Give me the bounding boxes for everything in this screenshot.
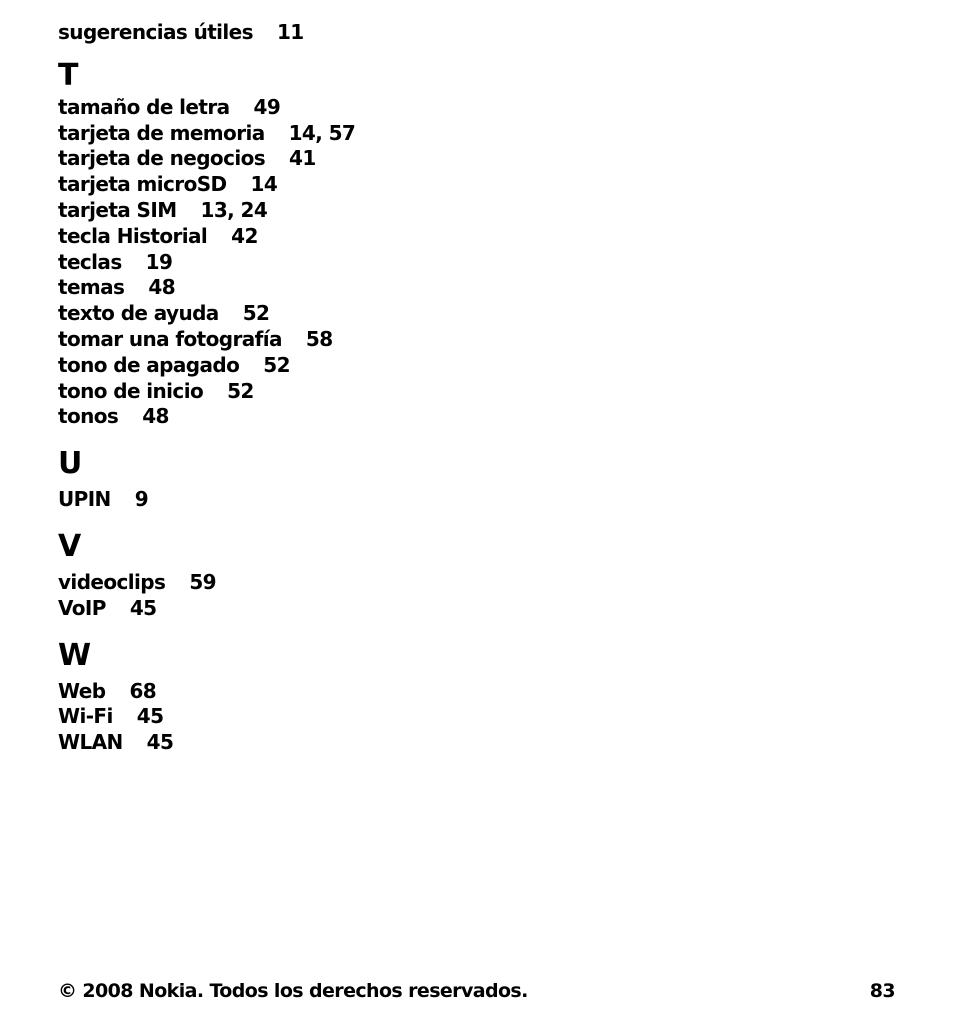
- index-pages: 52: [227, 378, 254, 403]
- index-pages: 19: [145, 249, 173, 274]
- index-section-w: [58, 639, 898, 756]
- index-entry: [58, 20, 898, 46]
- index-entry: [58, 730, 898, 756]
- copyright-notice: © 2008 Nokia. Todos los derechos reservados.: [58, 980, 528, 1002]
- index-entry: [58, 353, 898, 379]
- index-term: texto de ayuda: [58, 301, 219, 326]
- index-pages: 9: [134, 487, 149, 512]
- page-number: 83: [869, 980, 895, 1002]
- index-term: teclas: [58, 249, 122, 274]
- index-pages: 14, 57: [288, 120, 356, 145]
- index-term: tono de apagado: [58, 352, 240, 377]
- index-entry: [58, 570, 898, 596]
- index-entry: [58, 172, 898, 198]
- index-pages: 45: [136, 704, 164, 729]
- index-pages: 49: [253, 94, 281, 119]
- section-letter-heading: T: [58, 57, 79, 93]
- index-entry: [58, 95, 898, 121]
- index-term: tamaño de letra: [58, 94, 230, 119]
- index-term: tomar una fotografía: [58, 326, 282, 351]
- index-pages: 14: [250, 172, 278, 197]
- index-term: tarjeta de negocios: [58, 146, 266, 171]
- index-term: tarjeta SIM: [58, 197, 177, 222]
- index-pages: 45: [146, 730, 174, 755]
- index-entry: [58, 327, 898, 353]
- index-pages: 52: [263, 352, 290, 377]
- index-term: sugerencias útiles: [58, 20, 253, 44]
- index-entry: [58, 404, 898, 430]
- index-entry: [58, 121, 898, 147]
- index-section-t: [58, 59, 898, 430]
- index-pages: 45: [129, 595, 157, 620]
- index-pages: 11: [276, 20, 304, 44]
- index-entry: [58, 487, 898, 513]
- index-entry: [58, 679, 898, 705]
- index-pages: 52: [242, 301, 270, 326]
- index-entry: [58, 146, 898, 172]
- index-pages: 42: [231, 223, 258, 248]
- index-entry: [58, 704, 898, 730]
- index-term: temas: [58, 275, 125, 300]
- section-letter-heading: W: [58, 637, 92, 673]
- index-pages: 48: [142, 404, 169, 429]
- index-entry: [58, 250, 898, 276]
- index-term: videoclips: [58, 569, 166, 594]
- index-entry: [58, 379, 898, 405]
- index-pages: 48: [148, 275, 176, 300]
- index-pages: 41: [289, 146, 316, 171]
- index-term: tarjeta de memoria: [58, 120, 265, 145]
- index-term: tonos: [58, 404, 119, 429]
- index-pages: 59: [189, 569, 216, 594]
- index-term: WLAN: [58, 730, 123, 755]
- index-term: tecla Historial: [58, 223, 208, 248]
- index-entry: [58, 596, 898, 622]
- section-letter-heading: U: [58, 446, 83, 482]
- index-entry: [58, 198, 898, 224]
- index-pages: 13, 24: [200, 197, 268, 222]
- index-section-u: [58, 447, 898, 513]
- index-term: tono de inicio: [58, 378, 204, 403]
- index-section-v: [58, 530, 898, 622]
- index-term: Wi-Fi: [58, 704, 113, 729]
- index-term: Web: [58, 678, 106, 703]
- index-entry: [58, 275, 898, 301]
- index-term: UPIN: [58, 487, 111, 512]
- index-pages: 58: [305, 326, 333, 351]
- index-pages: 68: [129, 678, 157, 703]
- index-page-content: [58, 20, 898, 756]
- section-letter-heading: V: [58, 528, 82, 564]
- index-entry: [58, 301, 898, 327]
- index-term: tarjeta microSD: [58, 172, 227, 197]
- page-footer: [58, 978, 895, 1004]
- index-term: VoIP: [58, 595, 106, 620]
- index-entry: [58, 224, 898, 250]
